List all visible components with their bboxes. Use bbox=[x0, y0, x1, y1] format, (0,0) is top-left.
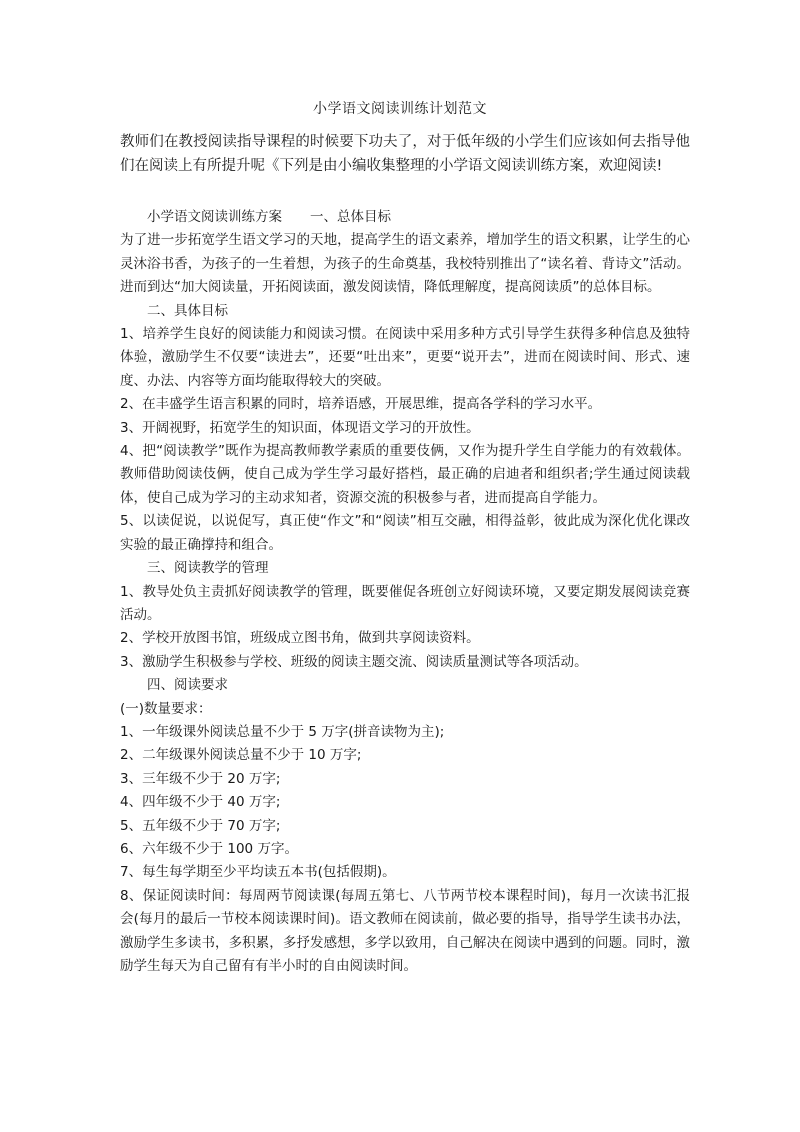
section3-item-1: 1、教导处负主责抓好阅读教学的管理，既要催促各班创立好阅读环境，又要定期发展阅读竞赛活动。 bbox=[120, 583, 690, 623]
intro-paragraph bbox=[120, 130, 690, 178]
section1-text: 为了进一步拓宽学生语文学习的天地，提高学生的语文素养，增加学生的语文积累，让学生的心灵沐浴书香，为孩子的一生着想，为孩子的生命奠基，我校特别推出了“读名着、背诗文”活动。进而到达“加大阅读量，开拓阅读面，激发阅读情，降低理解度，提高阅读质”的总体目标。 bbox=[120, 232, 690, 296]
plan-title: 小学语文阅读训练方案 bbox=[147, 209, 282, 225]
section4-item-8: 8、保证阅读时间：每周两节阅读课(每周五第七、八节两节校本课程时间)，每月一次读书汇报会(每月的最后一节校本阅读课时间)。语文教师在阅读前，做必要的指导，指导学生读书办法，激励学生多读书，多积累，多抒发感想，多学以致用，自己解决在阅读中遇到的问题。同时，激励学生每天为自己留有有半小时的自由阅读时间。 bbox=[120, 887, 690, 974]
section4-item-1: 1、一年级课外阅读总量不少于 5 万字(拼音读物为主); bbox=[120, 723, 445, 740]
section1-heading: 一、总体目标 bbox=[310, 209, 391, 225]
section4-item-7: 7、每生每学期至少平均读五本书(包括假期)。 bbox=[120, 864, 396, 881]
document-title: 小学语文阅读训练计划范文 bbox=[313, 101, 487, 117]
section4-heading: 四、阅读要求 bbox=[147, 677, 228, 694]
section4-subheading: (一)数量要求： bbox=[120, 700, 212, 717]
section2-item-1: 1、培养学生良好的阅读能力和阅读习惯。在阅读中采用多种方式引导学生获得多种信息及独特体验，激励学生不仅要“读进去”，还要“吐出来”，更要“说开去”，进而在阅读时间、形式、速度、办法、内容等方面均能取得较大的突破。 bbox=[120, 326, 690, 389]
section2-heading: 二、具体目标 bbox=[147, 302, 228, 319]
section2-item-4: 4、把“阅读教学”既作为提高教师教学素质的重要伎俩，又作为提升学生自学能力的有效载体。教师借助阅读伎俩，使自己成为学生学习最好搭档，最正确的启迪者和组织者;学生通过阅读载体，使自己成为学习的主动求知者，资源交流的积极参与者，进而提高自学能力。 bbox=[120, 443, 690, 506]
section2-item-2: 2、在丰盛学生语言积累的同时，培养语感，开展思维，提高各学科的学习水平。 bbox=[120, 396, 602, 413]
section3-item-3: 3、激励学生积极参与学校、班级的阅读主题交流、阅读质量测试等各项活动。 bbox=[120, 653, 588, 670]
section2-item-3: 3、开阔视野，拓宽学生的知识面，体现语文学习的开放性。 bbox=[120, 419, 480, 436]
intro-text: 教师们在教授阅读指导课程的时候要下功夫了，对于低年级的小学生们应该如何去指导他们在阅读上有所提升呢《下列是由小编收集整理的小学语文阅读训练方案，欢迎阅读! bbox=[120, 134, 690, 174]
section4-item-6: 6、六年级不少于 100 万字。 bbox=[120, 840, 298, 857]
section4-item-4: 4、四年级不少于 40 万字; bbox=[120, 794, 281, 811]
section3-heading: 三、阅读教学的管理 bbox=[147, 560, 269, 577]
plan-heading-line bbox=[120, 206, 690, 229]
section4-item-5: 5、五年级不少于 70 万字; bbox=[120, 817, 281, 834]
section4-item-2: 2、二年级课外阅读总量不少于 10 万字; bbox=[120, 747, 362, 764]
section2-item-5: 5、以读促说，以说促写，真正使“作文”和“阅读”相互交融，相得益彰，彼此成为深化优化课改实验的最正确撑持和组合。 bbox=[120, 513, 690, 553]
document-body bbox=[120, 206, 690, 978]
section3-item-2: 2、学校开放图书馆，班级成立图书角，做到共享阅读资料。 bbox=[120, 630, 480, 647]
section4-item-3: 3、三年级不少于 20 万字; bbox=[120, 770, 281, 787]
